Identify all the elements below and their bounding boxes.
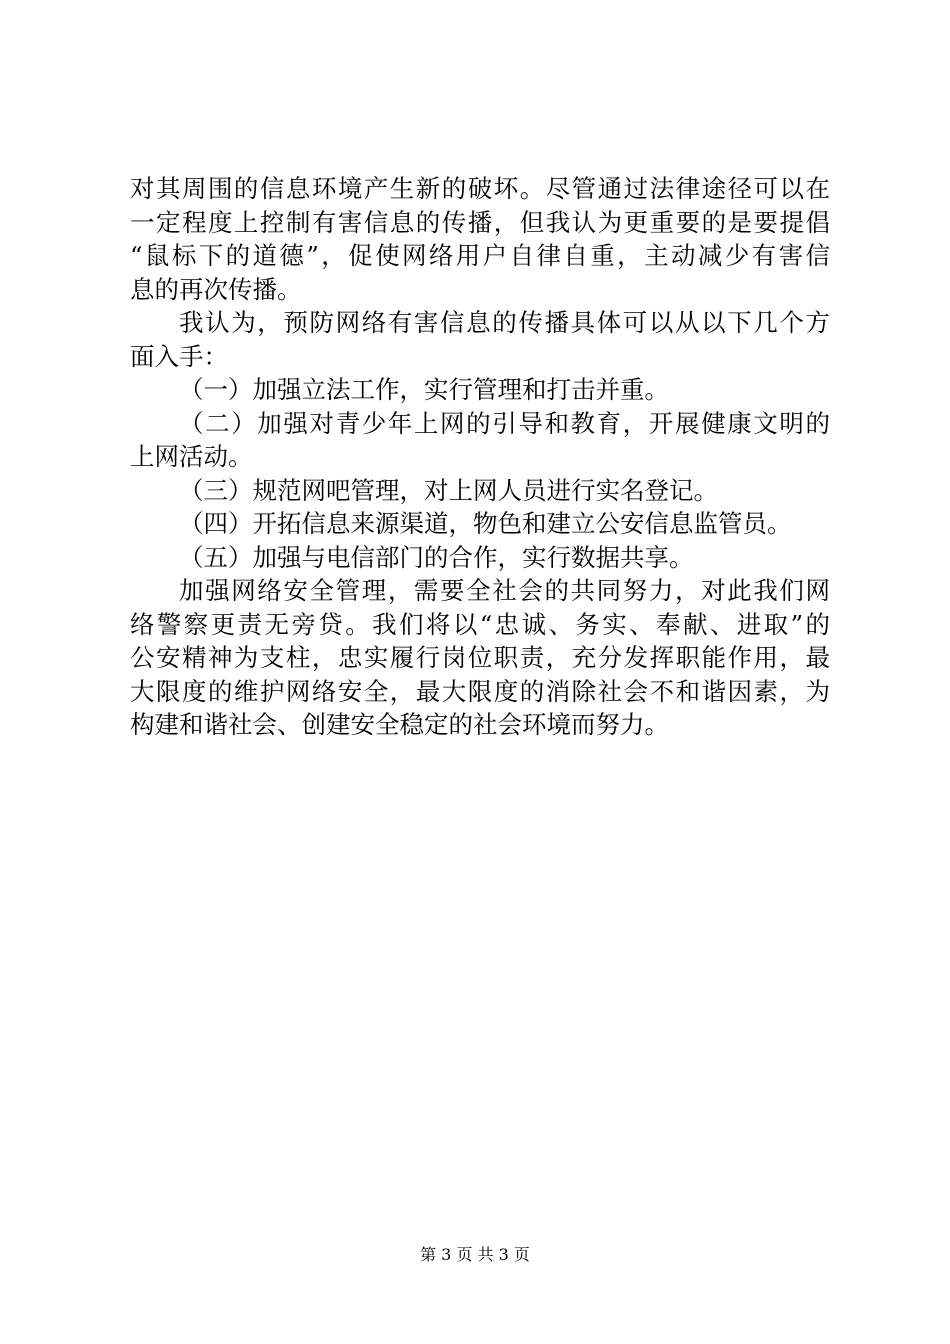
text-line: 面入手： <box>130 341 228 371</box>
text-line: 大限度的维护网络安全，最大限度的消除社会不和谐因素，为 <box>130 676 830 706</box>
text-line: 构建和谐社会、创建安全稳定的社会环境而努力。 <box>130 710 669 739</box>
list-item: （一）加强立法工作，实行管理和打击并重。 <box>179 375 669 404</box>
text-line: 上网活动。 <box>130 442 253 471</box>
text-line: 我认为，预防网络有害信息的传播具体可以从以下几个方 <box>179 308 830 337</box>
text-line: 对其周围的信息环境产生新的破坏。尽管通过法律途径可以在 <box>130 174 830 203</box>
document-body <box>130 172 830 742</box>
list-item: （五）加强与电信部门的合作，实行数据共享。 <box>179 542 694 572</box>
text-line: 络警察更责无旁贷。我们将以“忠诚、务实、奉献、进取”的 <box>130 609 830 639</box>
text-line: 加强网络安全管理，需要全社会的共同努力，对此我们网 <box>179 576 830 605</box>
text-line: 一定程度上控制有害信息的传播，但我认为更重要的是要提倡 <box>130 207 830 237</box>
text-line: 公安精神为支柱，忠实履行岗位职责，充分发挥职能作用，最 <box>130 643 830 672</box>
list-item: （二）加强对青少年上网的引导和教育，开展健康文明的 <box>179 408 830 438</box>
page-footer: 第 3 页 共 3 页 <box>420 1245 530 1264</box>
list-item: （三）规范网吧管理，对上网人员进行实名登记。 <box>179 475 718 505</box>
list-item: （四）开拓信息来源渠道，物色和建立公安信息监管员。 <box>179 509 792 538</box>
text-line: “鼠标下的道德”，促使网络用户自律自重，主动减少有害信 <box>130 241 830 270</box>
text-line: 息的再次传播。 <box>130 274 302 304</box>
